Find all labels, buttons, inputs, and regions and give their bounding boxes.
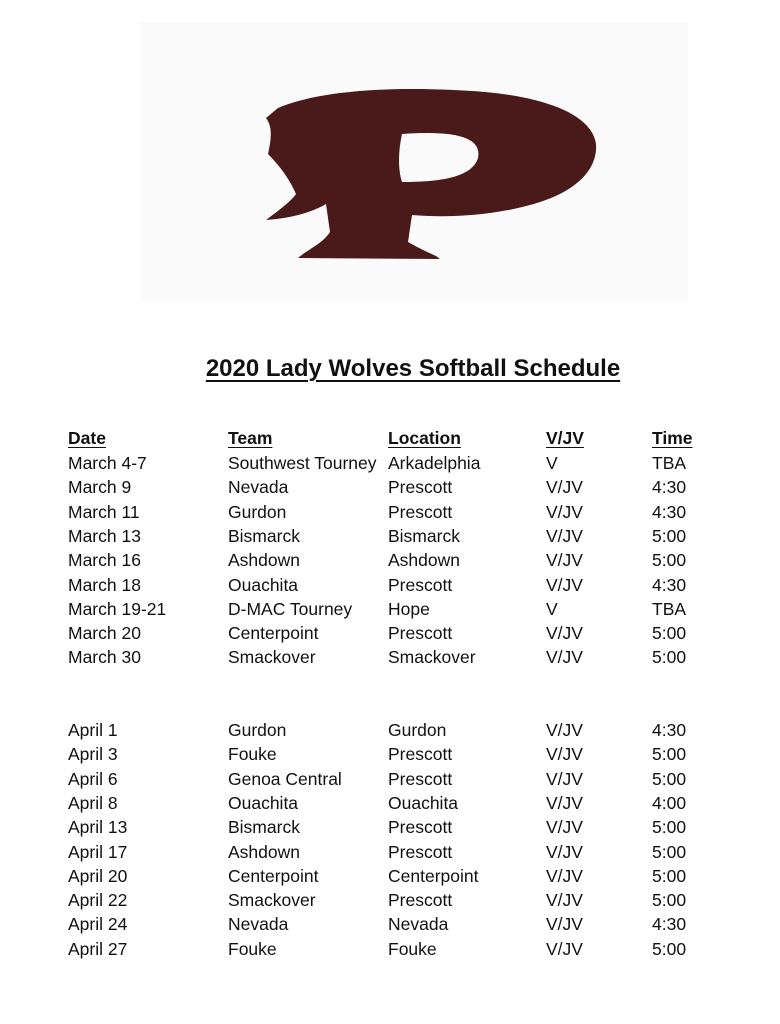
- cell-team: D-MAC Tourney: [228, 598, 353, 619]
- cell-time: 4:00: [652, 792, 687, 813]
- cell-team: Centerpoint: [228, 865, 319, 886]
- cell-location: Prescott: [388, 768, 453, 789]
- cell-vjv: V/JV: [546, 501, 583, 522]
- table-row: [0, 815, 780, 839]
- table-row: [0, 451, 780, 475]
- p-logo-shape: [266, 89, 596, 259]
- cell-location: Prescott: [388, 744, 453, 765]
- cell-time: 4:30: [652, 720, 687, 740]
- table-row: [0, 767, 780, 791]
- cell-time: 5:00: [652, 647, 687, 668]
- cell-date: April 22: [68, 890, 128, 911]
- cell-time: 5:00: [652, 550, 687, 571]
- cell-time: 5:00: [652, 525, 687, 546]
- table-row: [0, 621, 780, 645]
- cell-time: 4:30: [652, 501, 687, 522]
- table-row: [0, 742, 780, 766]
- table-row: [0, 912, 780, 936]
- table-row: [0, 597, 780, 621]
- table-row: [0, 573, 780, 597]
- cell-team: Nevada: [228, 914, 289, 935]
- table-row: [0, 548, 780, 572]
- cell-time: TBA: [652, 453, 687, 473]
- table-row: [0, 500, 780, 524]
- cell-date: March 13: [68, 525, 141, 546]
- cell-location: Prescott: [388, 817, 453, 838]
- cell-date: March 11: [68, 501, 140, 522]
- cell-date: April 6: [68, 768, 118, 789]
- header-team: Team: [228, 428, 273, 448]
- cell-time: 5:00: [652, 623, 687, 644]
- cell-date: April 8: [68, 792, 118, 813]
- cell-location: Bismarck: [388, 525, 460, 546]
- cell-team: Bismarck: [228, 817, 300, 838]
- table-row: [0, 475, 780, 499]
- table-row: [0, 937, 780, 961]
- cell-date: March 9: [68, 477, 132, 498]
- cell-team: Genoa Central: [228, 768, 342, 789]
- cell-time: 5:00: [652, 744, 687, 765]
- cell-time: 5:00: [652, 890, 687, 911]
- table-row: [0, 524, 780, 548]
- cell-date: April 3: [68, 744, 118, 765]
- cell-location: Prescott: [388, 623, 453, 644]
- table-row: [0, 840, 780, 864]
- cell-date: April 24: [68, 914, 128, 935]
- cell-vjv: V/JV: [546, 477, 583, 498]
- cell-date: March 4-7: [68, 453, 147, 473]
- cell-vjv: V: [546, 453, 558, 473]
- cell-team: Ashdown: [228, 841, 300, 862]
- cell-time: 4:30: [652, 477, 687, 498]
- cell-date: April 17: [68, 841, 128, 862]
- table-header: [0, 426, 780, 450]
- cell-vjv: V/JV: [546, 792, 583, 813]
- cell-team: Southwest Tourney: [228, 453, 377, 473]
- cell-time: 4:30: [652, 914, 687, 935]
- table-row: [0, 888, 780, 912]
- cell-team: Bismarck: [228, 525, 300, 546]
- table-row: [0, 718, 780, 742]
- cell-location: Prescott: [388, 841, 453, 862]
- cell-time: 5:00: [652, 817, 687, 838]
- cell-vjv: V/JV: [546, 525, 583, 546]
- cell-time: 5:00: [652, 865, 687, 886]
- cell-date: March 16: [68, 550, 141, 571]
- cell-date: April 1: [68, 720, 118, 740]
- cell-vjv: V/JV: [546, 720, 583, 740]
- header-vjv: V/JV: [546, 428, 584, 448]
- cell-team: Nevada: [228, 477, 289, 498]
- table-row: [0, 864, 780, 888]
- cell-location: Smackover: [388, 647, 476, 668]
- cell-vjv: V/JV: [546, 841, 583, 862]
- cell-team: Gurdon: [228, 720, 287, 740]
- logo-panel: [140, 22, 688, 302]
- cell-time: 4:30: [652, 574, 687, 595]
- cell-location: Gurdon: [388, 720, 447, 740]
- cell-location: Ouachita: [388, 792, 459, 813]
- header-time: Time: [652, 428, 693, 448]
- cell-location: Prescott: [388, 501, 453, 522]
- cell-vjv: V/JV: [546, 865, 583, 886]
- cell-vjv: V/JV: [546, 817, 583, 838]
- cell-date: April 27: [68, 938, 128, 959]
- cell-vjv: V: [546, 598, 558, 619]
- cell-vjv: V/JV: [546, 623, 583, 644]
- p-logo-icon: [140, 22, 688, 302]
- cell-date: April 20: [68, 865, 128, 886]
- header-location: Location: [388, 428, 461, 448]
- cell-date: March 18: [68, 574, 141, 595]
- cell-team: Ashdown: [228, 550, 300, 571]
- cell-team: Fouke: [228, 938, 277, 959]
- cell-team: Ouachita: [228, 574, 299, 595]
- cell-date: March 19-21: [68, 598, 167, 619]
- cell-location: Hope: [388, 598, 430, 619]
- cell-vjv: V/JV: [546, 744, 583, 765]
- cell-vjv: V/JV: [546, 914, 583, 935]
- cell-location: Arkadelphia: [388, 453, 481, 473]
- cell-vjv: V/JV: [546, 574, 583, 595]
- cell-time: 5:00: [652, 768, 687, 789]
- cell-time: 5:00: [652, 841, 687, 862]
- cell-location: Prescott: [388, 574, 453, 595]
- cell-date: April 13: [68, 817, 128, 838]
- cell-location: Prescott: [388, 890, 453, 911]
- cell-location: Nevada: [388, 914, 449, 935]
- cell-location: Ashdown: [388, 550, 460, 571]
- cell-vjv: V/JV: [546, 938, 583, 959]
- table-row: [0, 791, 780, 815]
- cell-location: Centerpoint: [388, 865, 479, 886]
- cell-date: March 30: [68, 647, 141, 668]
- cell-vjv: V/JV: [546, 647, 583, 668]
- cell-vjv: V/JV: [546, 768, 583, 789]
- cell-time: 5:00: [652, 938, 687, 959]
- cell-team: Smackover: [228, 890, 316, 911]
- table-row: [0, 645, 780, 669]
- cell-date: March 20: [68, 623, 141, 644]
- cell-team: Fouke: [228, 744, 277, 765]
- cell-vjv: V/JV: [546, 890, 583, 911]
- cell-time: TBA: [652, 598, 687, 619]
- cell-location: Prescott: [388, 477, 453, 498]
- cell-vjv: V/JV: [546, 550, 583, 571]
- header-date: Date: [68, 428, 106, 448]
- cell-team: Gurdon: [228, 501, 287, 522]
- page-title: 2020 Lady Wolves Softball Schedule: [205, 355, 621, 382]
- cell-location: Fouke: [388, 938, 437, 959]
- cell-team: Centerpoint: [228, 623, 319, 644]
- cell-team: Smackover: [228, 647, 316, 668]
- cell-team: Ouachita: [228, 792, 299, 813]
